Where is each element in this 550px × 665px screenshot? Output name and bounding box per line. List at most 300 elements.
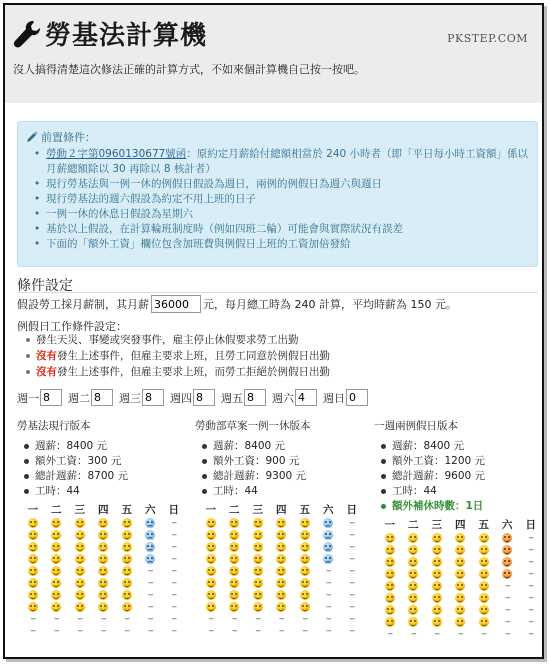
hour-cell [496, 544, 520, 556]
version-title: 一週兩例假日版本 [374, 420, 458, 432]
notice-link[interactable]: 勞動２字第0960130677號函 [46, 148, 187, 160]
empty-hour-dash: -- [148, 578, 153, 588]
work-hour-icon [253, 530, 263, 540]
work-hour-icon [122, 518, 132, 528]
holiday-work-icon [145, 530, 155, 540]
page-subtitle: 沒人搞得清楚這次修法正確的計算方式，不如來個計算機自己按一按吧。 [13, 63, 365, 76]
hour-cell [92, 601, 116, 613]
notice-list [26, 147, 529, 252]
hour-cell [449, 544, 473, 556]
weekday-hours-input[interactable] [142, 389, 164, 406]
day-header: 日 [168, 504, 179, 516]
empty-hour-dash: -- [505, 617, 510, 627]
hour-cell [246, 541, 270, 553]
notice-item-text: 現行勞基法與一例一休的例假日假設為週日，兩例的例假日為週六與週日 [46, 178, 382, 190]
hour-cell [199, 553, 223, 565]
divider [17, 292, 538, 293]
hours-calendar [21, 503, 187, 637]
hour-cell [378, 628, 402, 640]
holiday-work-icon [323, 530, 333, 540]
weekday-hours-3 [119, 389, 164, 406]
hour-cell [223, 601, 247, 613]
hour-cell [139, 553, 163, 565]
hour-cell [425, 592, 449, 604]
work-hour-icon [479, 557, 489, 567]
hour-cell [45, 517, 69, 529]
hour-cell [21, 541, 45, 553]
work-hour-icon [28, 590, 38, 600]
title-row [13, 15, 207, 52]
hour-cell [449, 616, 473, 628]
empty-hour-dash: -- [349, 578, 354, 588]
stat-item: 週薪：8400 元 [23, 439, 187, 454]
work-hour-icon [479, 545, 489, 555]
hour-cell [472, 580, 496, 592]
holiday-rule-item[interactable] [25, 348, 330, 364]
hour-cell [402, 556, 426, 568]
hour-cell [139, 517, 163, 529]
work-hour-icon [385, 593, 395, 603]
hour-cell [472, 616, 496, 628]
extra-rest-hours: 額外補休時數：1日 [380, 499, 544, 514]
holiday-work-icon [145, 554, 155, 564]
weekday-label: 週日 [323, 391, 345, 405]
day-header: 三 [431, 519, 442, 531]
empty-hour-dash: -- [101, 626, 106, 636]
hour-cell [21, 517, 45, 529]
hour-cell [68, 625, 92, 637]
hour-cell [293, 601, 317, 613]
hour-cell [199, 613, 223, 625]
hour-cell [223, 541, 247, 553]
page-frame [3, 3, 544, 659]
hour-cell [162, 517, 186, 529]
empty-hour-dash: -- [171, 542, 176, 552]
hour-cell [246, 577, 270, 589]
hour-cell [162, 613, 186, 625]
weekday-hours-2 [68, 389, 113, 406]
hour-cell [223, 625, 247, 637]
stat-item: 週薪：8400 元 [380, 439, 544, 454]
hour-cell [92, 553, 116, 565]
work-hour-icon [229, 554, 239, 564]
hour-cell [139, 601, 163, 613]
hour-cell [45, 577, 69, 589]
hour-cell [449, 580, 473, 592]
salary-suffix: 元，每月總工時為 240 計算，平均時薪為 150 元。 [203, 298, 457, 311]
empty-hour-dash: -- [279, 626, 284, 636]
hour-cell [270, 565, 294, 577]
hour-cell [68, 577, 92, 589]
hour-cell [340, 625, 364, 637]
stat-item: 工時：44 [23, 484, 187, 499]
hour-cell [317, 589, 341, 601]
version-title: 勞動部草案一例一休版本 [195, 420, 311, 432]
hour-cell [378, 556, 402, 568]
hour-cell [139, 541, 163, 553]
work-hour-icon [98, 602, 108, 612]
work-hour-icon [385, 545, 395, 555]
work-hour-icon [122, 590, 132, 600]
version-stats [17, 439, 187, 499]
empty-hour-dash: -- [232, 626, 237, 636]
stat-item: 額外工資：1200 元 [380, 454, 544, 469]
empty-hour-dash: -- [481, 629, 486, 639]
notice-item [34, 207, 529, 222]
hour-cell [340, 577, 364, 589]
work-hour-icon [432, 569, 442, 579]
empty-hour-dash: -- [505, 581, 510, 591]
hour-cell [449, 568, 473, 580]
hour-cell [270, 613, 294, 625]
work-hour-icon [253, 542, 263, 552]
day-header: 二 [408, 519, 419, 531]
notice-item [34, 222, 529, 237]
work-hour-icon [479, 569, 489, 579]
notice-item [34, 177, 529, 192]
weekday-label: 週三 [119, 391, 141, 405]
salary-row [17, 295, 457, 313]
empty-hour-dash: -- [505, 629, 510, 639]
work-hour-icon [206, 590, 216, 600]
hours-calendar [199, 503, 365, 637]
empty-hour-dash: -- [528, 593, 533, 603]
holiday-work-icon [323, 554, 333, 564]
hour-cell [45, 529, 69, 541]
work-hour-icon [455, 593, 465, 603]
weekday-hours-1 [17, 389, 62, 406]
hour-cell [317, 529, 341, 541]
hour-cell [425, 532, 449, 544]
empty-hour-dash: -- [171, 602, 176, 612]
stat-item: 額外工資：900 元 [201, 454, 365, 469]
work-hour-icon [455, 581, 465, 591]
hour-cell [293, 625, 317, 637]
hour-cell [449, 592, 473, 604]
precondition-notice [17, 121, 538, 267]
weekday-label: 週一 [17, 391, 39, 405]
weekday-hours-input[interactable] [346, 389, 368, 406]
work-hour-icon [28, 542, 38, 552]
work-hour-icon [28, 578, 38, 588]
day-header: 四 [455, 519, 466, 531]
hour-cell [317, 601, 341, 613]
work-hour-icon [75, 578, 85, 588]
empty-hour-dash: -- [171, 578, 176, 588]
overtime-hour-icon [502, 569, 512, 579]
day-header: 六 [323, 504, 334, 516]
work-hour-icon [385, 533, 395, 543]
weekday-hours-input[interactable] [295, 389, 317, 406]
hour-cell [270, 601, 294, 613]
empty-hour-dash: -- [124, 614, 129, 624]
work-hour-icon [229, 566, 239, 576]
day-header: 五 [121, 504, 132, 516]
hour-cell [378, 616, 402, 628]
work-hour-icon [28, 554, 38, 564]
empty-hour-dash: -- [411, 629, 416, 639]
hour-cell [92, 529, 116, 541]
work-hour-icon [432, 581, 442, 591]
hour-cell [68, 601, 92, 613]
hour-cell [223, 589, 247, 601]
work-hour-icon [479, 605, 489, 615]
hour-cell [223, 553, 247, 565]
empty-hour-dash: -- [148, 626, 153, 636]
hour-cell [472, 604, 496, 616]
empty-hour-dash: -- [77, 614, 82, 624]
hour-cell [425, 604, 449, 616]
hour-cell [199, 529, 223, 541]
hour-cell [199, 589, 223, 601]
hour-cell [223, 517, 247, 529]
day-header: 日 [525, 519, 536, 531]
work-hour-icon [51, 590, 61, 600]
hour-cell [378, 532, 402, 544]
hour-cell [340, 553, 364, 565]
holiday-rules-list [25, 332, 330, 380]
hour-cell [162, 541, 186, 553]
hour-cell [162, 565, 186, 577]
hour-cell [68, 541, 92, 553]
rules-title: 例假日工作條件設定： [17, 320, 127, 333]
hour-cell [496, 604, 520, 616]
hour-cell [519, 604, 543, 616]
hour-cell [21, 601, 45, 613]
stat-item: 額外工資：300 元 [23, 454, 187, 469]
work-hour-icon [300, 542, 310, 552]
work-hour-icon [408, 593, 418, 603]
work-hour-icon [276, 542, 286, 552]
hour-cell [246, 613, 270, 625]
hour-cell [246, 589, 270, 601]
hour-cell [402, 604, 426, 616]
hour-cell [21, 553, 45, 565]
work-hour-icon [300, 566, 310, 576]
work-hour-icon [206, 578, 216, 588]
hour-cell [496, 556, 520, 568]
work-hour-icon [229, 602, 239, 612]
work-hour-icon [122, 602, 132, 612]
work-hour-icon [75, 566, 85, 576]
hour-cell [293, 529, 317, 541]
empty-hour-dash: -- [255, 614, 260, 624]
work-hour-icon [408, 545, 418, 555]
empty-hour-dash: -- [349, 530, 354, 540]
hour-cell [115, 565, 139, 577]
hour-cell [115, 625, 139, 637]
day-header: 五 [478, 519, 489, 531]
hour-cell [68, 517, 92, 529]
work-hour-icon [75, 542, 85, 552]
work-hour-icon [432, 617, 442, 627]
empty-hour-dash: -- [349, 518, 354, 528]
hour-cell [45, 625, 69, 637]
empty-hour-dash: -- [528, 569, 533, 579]
work-hour-icon [479, 617, 489, 627]
weekday-hours-input[interactable] [40, 389, 62, 406]
work-hour-icon [276, 566, 286, 576]
work-hour-icon [300, 518, 310, 528]
hour-cell [92, 565, 116, 577]
day-header: 三 [74, 504, 85, 516]
empty-hour-dash: -- [349, 602, 354, 612]
pencil-icon [26, 131, 38, 143]
empty-hour-dash: -- [54, 614, 59, 624]
empty-hour-dash: -- [279, 614, 284, 624]
hour-cell [340, 589, 364, 601]
hour-cell [21, 625, 45, 637]
work-hour-icon [122, 578, 132, 588]
stat-item: 工時：44 [380, 484, 544, 499]
empty-hour-dash: -- [171, 614, 176, 624]
work-hour-icon [229, 578, 239, 588]
brand-logo[interactable]: PKSTEP.COM [447, 32, 528, 45]
empty-hour-dash: -- [326, 626, 331, 636]
hour-cell [21, 613, 45, 625]
work-hour-icon [122, 566, 132, 576]
work-hour-icon [28, 518, 38, 528]
hour-cell [223, 577, 247, 589]
weekly-hours-row [17, 389, 374, 406]
hour-cell [340, 601, 364, 613]
work-hour-icon [229, 590, 239, 600]
hour-cell [317, 517, 341, 529]
hour-cell [519, 616, 543, 628]
work-hour-icon [28, 566, 38, 576]
weekday-hours-input[interactable] [244, 389, 266, 406]
work-hour-icon [98, 554, 108, 564]
version-draft [195, 418, 365, 637]
weekday-hours-5 [221, 389, 266, 406]
hour-cell [425, 568, 449, 580]
work-hour-icon [98, 566, 108, 576]
hour-cell [293, 565, 317, 577]
empty-hour-dash: -- [326, 602, 331, 612]
hour-cell [139, 577, 163, 589]
hour-cell [115, 517, 139, 529]
holiday-work-icon [323, 542, 333, 552]
work-hour-icon [276, 554, 286, 564]
work-hour-icon [28, 530, 38, 540]
hour-cell [45, 553, 69, 565]
hour-cell [199, 517, 223, 529]
hour-cell [223, 613, 247, 625]
hour-cell [402, 532, 426, 544]
empty-hour-dash: -- [77, 626, 82, 636]
work-hour-icon [75, 518, 85, 528]
hour-cell [402, 592, 426, 604]
day-header: 六 [145, 504, 156, 516]
weekday-hours-input[interactable] [91, 389, 113, 406]
stat-item: 總計週薪：8700 元 [23, 469, 187, 484]
hour-cell [162, 601, 186, 613]
overtime-hour-icon [502, 557, 512, 567]
work-hour-icon [479, 533, 489, 543]
work-hour-icon [455, 533, 465, 543]
hour-cell [115, 553, 139, 565]
rule-text: 發生天災、事變或突發事件，雇主停止休假要求勞工出勤 [36, 334, 299, 346]
empty-hour-dash: -- [30, 626, 35, 636]
work-hour-icon [206, 542, 216, 552]
hour-cell [317, 613, 341, 625]
hour-cell [139, 589, 163, 601]
work-hour-icon [98, 578, 108, 588]
salary-input[interactable] [151, 295, 201, 313]
empty-hour-dash: -- [232, 614, 237, 624]
hour-cell [68, 613, 92, 625]
empty-hour-dash: -- [326, 614, 331, 624]
empty-hour-dash: -- [124, 626, 129, 636]
hour-cell [199, 541, 223, 553]
day-header: 一 [27, 504, 38, 516]
hour-cell [21, 565, 45, 577]
empty-hour-dash: -- [171, 590, 176, 600]
hour-cell [317, 625, 341, 637]
empty-hour-dash: -- [171, 530, 176, 540]
work-hour-icon [455, 605, 465, 615]
work-hour-icon [385, 617, 395, 627]
work-hour-icon [300, 578, 310, 588]
day-header: 日 [346, 504, 357, 516]
hour-cell [340, 565, 364, 577]
holiday-work-icon [145, 518, 155, 528]
empty-hour-dash: -- [528, 545, 533, 555]
work-hour-icon [253, 578, 263, 588]
empty-hour-dash: -- [326, 566, 331, 576]
weekday-hours-4 [170, 389, 215, 406]
holiday-rule-item[interactable] [25, 332, 330, 348]
hour-cell [92, 577, 116, 589]
hour-cell [115, 589, 139, 601]
work-hour-icon [408, 569, 418, 579]
hour-cell [496, 592, 520, 604]
work-hour-icon [455, 617, 465, 627]
holiday-rule-item[interactable] [25, 364, 330, 380]
weekday-label: 週五 [221, 391, 243, 405]
work-hour-icon [253, 602, 263, 612]
work-hour-icon [51, 554, 61, 564]
work-hour-icon [408, 581, 418, 591]
wrench-icon [13, 19, 41, 49]
hour-cell [21, 529, 45, 541]
hour-cell [246, 625, 270, 637]
empty-hour-dash: -- [255, 626, 260, 636]
holiday-work-icon [145, 542, 155, 552]
empty-hour-dash: -- [349, 554, 354, 564]
notice-item-text: 一例一休的休息日假設為星期六 [46, 208, 193, 220]
page-title: 勞基法計算機 [45, 21, 208, 51]
work-hour-icon [300, 530, 310, 540]
day-header: 一 [205, 504, 216, 516]
weekday-hours-input[interactable] [193, 389, 215, 406]
weekday-hours-7 [323, 389, 368, 406]
hour-cell [45, 565, 69, 577]
weekday-label: 週四 [170, 391, 192, 405]
day-header: 一 [384, 519, 395, 531]
empty-hour-dash: -- [349, 614, 354, 624]
hour-cell [139, 613, 163, 625]
work-hour-icon [300, 554, 310, 564]
weekday-label: 週二 [68, 391, 90, 405]
notice-item [34, 192, 529, 207]
holiday-work-icon [323, 518, 333, 528]
overtime-hour-icon [502, 545, 512, 555]
hour-cell [425, 616, 449, 628]
hour-cell [317, 541, 341, 553]
hour-cell [317, 553, 341, 565]
day-header: 三 [252, 504, 263, 516]
